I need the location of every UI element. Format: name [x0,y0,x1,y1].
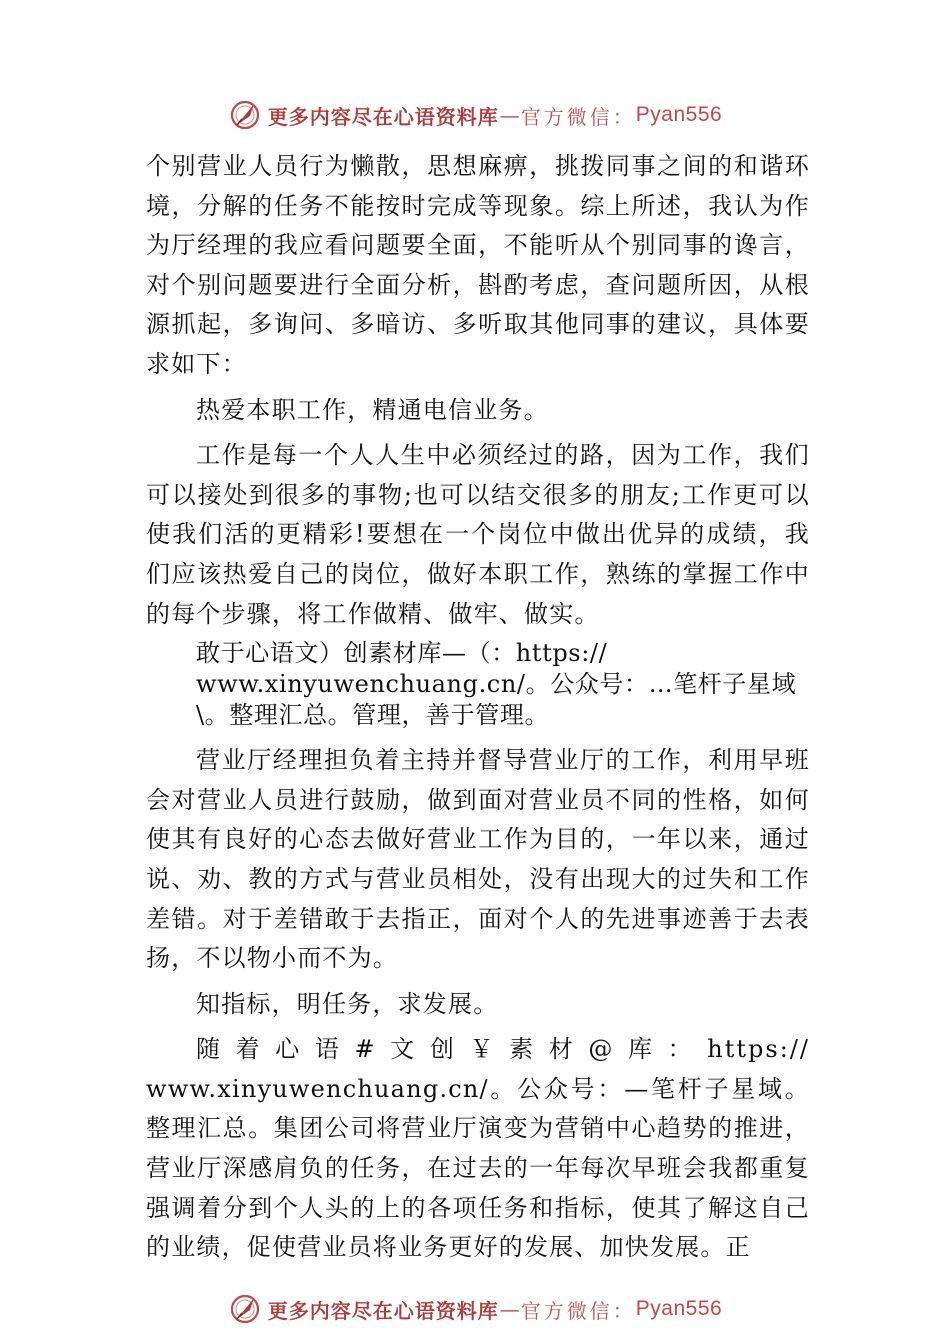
banner-title: 更多内容尽在心语资料库 [267,104,499,129]
header-banner [0,95,950,135]
paragraph: 营业厅经理担负着主持并督导营业厅的工作，利用早班会对营业人员进行鼓励，做到面对营业员不同的性格，如何使其有良好的心态去做好营业工作为目的，一年以来，通过说、劝、教的方式与营业员相处，没有出现大的过失和工作差错。对于差错敢于去指正，面对个人的先进事迹善于去表扬，不以物小而不为。 [146,746,810,973]
paragraph-link-line: 随着心语#文创￥素材@库：https:// [196,1035,810,1064]
paragraph-heading: 知指标，明任务，求发展。 [196,989,499,1018]
banner-wechat-id: Pyan556 [635,1297,723,1320]
quill-logo-icon [228,98,262,132]
footer-banner [0,1289,950,1329]
paragraph: www.xinyuwenchuang.cn/。公众号：—笔杆子星域。整理汇总。集团公司将营业厅演变为营销中心趋势的推进，营业厅深感肩负的任务，在过去的一年每次早班会我都重复强调着分到个人头的上的各项任务和指标，使其了解这自己的业绩，促使营业员将业务更好的发展、加快发展。正 [146,1074,810,1262]
paragraph: 个别营业人员行为懒散，思想麻痹，挑拨同事之间的和谐环境，分解的任务不能按时完成等现象。综上所述，我认为作为厅经理的我应看问题要全面，不能听从个别同事的谗言， 对个别问题要进行全面分析，斟酌考虑，查问题所因，从根源抓起，多询问、多暗访、多听取其他同事的建议，具体要求如下： [146,152,810,378]
paragraph-link-line: 敢于心语文）创素材库—（：https:// [196,639,608,668]
banner-dash: — [499,1297,520,1321]
document-body [146,147,810,1268]
banner-title: 更多内容尽在心语资料库 [267,1298,499,1323]
paragraph: 工作是每一个人人生中必须经过的路，因为工作，我们可以接处到很多的事物;也可以结交很多的朋友;工作更可以使我们活的更精彩!要想在一个岗位中做出优异的成绩，我们应该热爱自己的岗位，做好本职工作，熟练的掌握工作中的每个步骤，将工作做精、做牢、做实。 [146,441,810,628]
banner-wechat-label: 官方微信： [520,104,636,129]
quill-logo-icon [228,1292,262,1326]
paragraph-heading: 热爱本职工作，精通电信业务。 [196,395,549,424]
banner-dash: — [499,103,520,127]
banner-wechat-id: Pyan556 [635,103,723,126]
banner-wechat-label: 官方微信： [520,1298,636,1323]
paragraph-link-continued: www.xinyuwenchuang.cn/。公众号：…笔杆子星域\。整理汇总。管理，善于管理。 [196,670,797,730]
